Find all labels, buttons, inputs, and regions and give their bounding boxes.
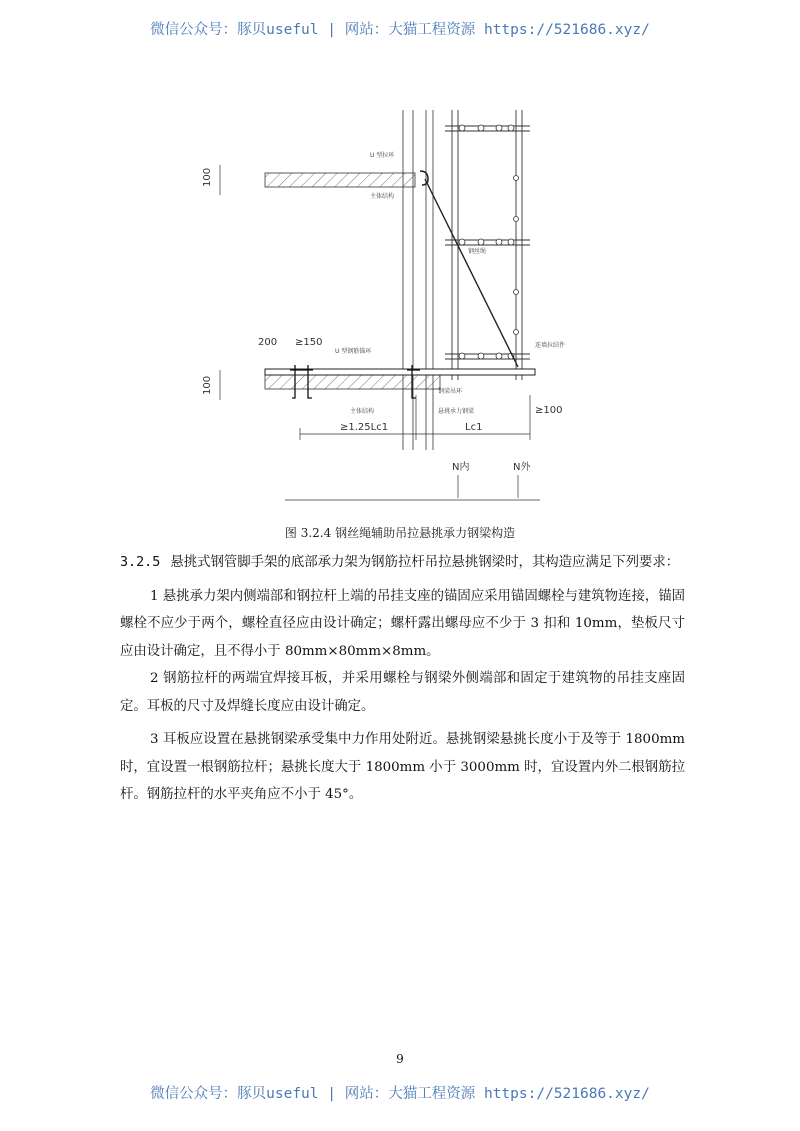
header-url-link[interactable]: https://521686.xyz/ <box>483 22 650 38</box>
load-n-inner: N内 <box>452 462 470 473</box>
label-main-structure-bottom: 主体结构 <box>350 408 375 415</box>
footer-site-label: 网站：大猫工程资源 <box>344 1086 476 1102</box>
wire-rope <box>425 179 518 367</box>
dim-100: ≥100 <box>535 405 563 416</box>
section-3-2-5 <box>120 549 685 809</box>
footer-separator: | <box>327 1086 336 1102</box>
load-n-outer: N外 <box>513 462 531 473</box>
footer-wechat: 微信公众号：豚贝useful <box>150 1086 319 1102</box>
header-separator: | <box>327 22 336 38</box>
header-wechat: 微信公众号：豚贝useful <box>150 22 319 38</box>
label-wall-tie: 连墙拉结件 <box>535 342 566 349</box>
header-site-label: 网站：大猫工程资源 <box>344 22 476 38</box>
list-item: 2 钢筋拉杆的两端宜焊接耳板，并采用螺栓与钢梁外侧端部和固定于建筑物的吊挂支座固定。耳板的尺寸及焊缝长度应由设计确定。 <box>120 671 685 714</box>
dimension-texts <box>202 168 562 473</box>
label-beam-cantilever: 悬挑承力钢梁 <box>438 408 475 415</box>
building-wall <box>403 110 433 450</box>
section-text: 悬挑式钢管脚手架的底部承力架为钢筋拉杆吊拉悬挑钢梁时，其构造应满足下列要求： <box>170 555 680 570</box>
dim-lc1: Lc1 <box>465 422 483 433</box>
label-main-structure-top: 主体结构 <box>370 193 395 200</box>
u-anchor-ring <box>420 171 428 185</box>
label-u-anchor-bottom: U 型钢筋锚环 <box>335 348 372 355</box>
list-item: 1 悬挑承力架内侧端部和钢拉杆上端的吊挂支座的锚固应采用锚固螺栓与建筑物连接，锚固螺栓不应少于两个，螺栓直径应由设计确定；螺杆露出螺母应不少于 3 扣和 10mm，垫板尺寸应由设计确定，且不得小于 80mm×80mm×8mm。 <box>120 588 686 659</box>
page-header <box>0 18 800 39</box>
section-number: 3.2.5 <box>120 555 161 570</box>
dim-150: ≥150 <box>295 337 323 348</box>
figure-caption: 图 3.2.4 钢丝绳辅助吊拉悬挑承力钢梁构造 <box>284 526 516 540</box>
dim-125lc1: ≥1.25Lc1 <box>340 422 389 433</box>
dim-slab-bottom: 100 <box>202 375 213 395</box>
scaffold-beam-diagram <box>200 95 600 515</box>
page-footer <box>0 1082 800 1103</box>
dim-200: 200 <box>258 337 278 348</box>
dim-slab-top: 100 <box>202 167 213 187</box>
section-paragraph <box>120 549 685 577</box>
label-u-anchor: U 型拉环 <box>370 152 395 159</box>
upper-floor-slab <box>265 173 415 187</box>
scaffold-pipe-circles <box>459 125 519 359</box>
label-wire-rope: 钢丝绳 <box>468 248 487 255</box>
list-item: 3 耳板应设置在悬挑钢梁承受集中力作用处附近。悬挑钢梁悬挑长度小于及等于 1800mm 时，宜设置一根钢筋拉杆；悬挑长度大于 1800mm 小于 3000mm 时，宜设置内外二根钢筋拉杆。钢筋拉杆的水平夹角应不小于 45°。 <box>120 732 685 802</box>
dimension-lines <box>220 165 540 500</box>
lower-floor-slab <box>265 375 440 389</box>
label-beam: 钢梁吊环 <box>438 388 463 395</box>
page-number: 9 <box>396 1052 404 1066</box>
footer-url-link[interactable]: https://521686.xyz/ <box>483 1086 650 1102</box>
